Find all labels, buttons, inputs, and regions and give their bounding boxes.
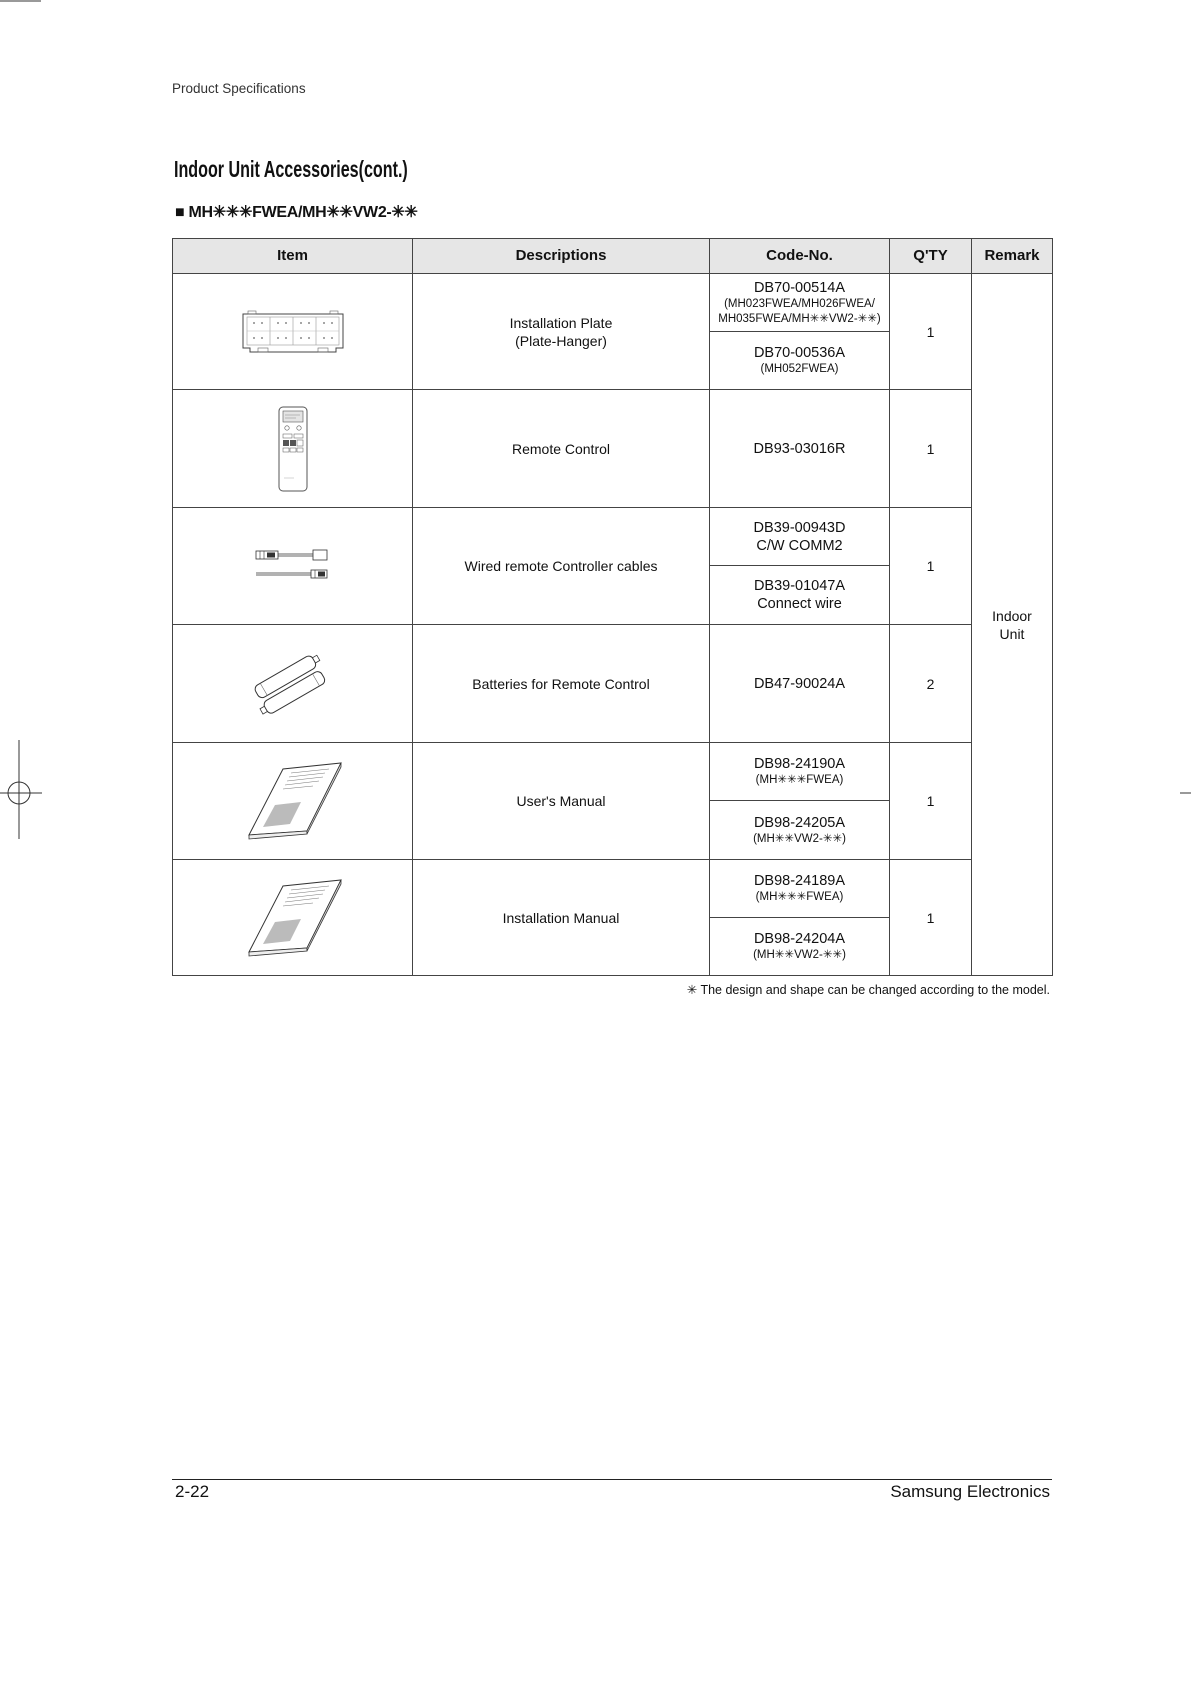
description-cell: Remote Control [413, 390, 710, 508]
code-number: DB93-03016R [753, 440, 846, 457]
installation-plate-icon [240, 308, 346, 356]
column-header-code-no: Code-No. [710, 239, 890, 274]
description-cell: Batteries for Remote Control [413, 625, 710, 743]
description-cell: User's Manual [413, 743, 710, 860]
controller-cables-icon [255, 548, 331, 584]
code-cell [710, 801, 890, 860]
code-number: DB70-00536A [753, 345, 846, 361]
qty-cell: 1 [890, 743, 972, 860]
company-name: Samsung Electronics [890, 1482, 1050, 1501]
code-number: DB98-24205A [753, 814, 846, 831]
crop-mark-top-left [0, 0, 42, 3]
item-image-cell [173, 743, 413, 860]
remark-cell: Indoor Unit [972, 274, 1053, 976]
table-row [173, 743, 1053, 801]
crop-mark-right [1180, 792, 1191, 795]
column-header-qty: Q'TY [890, 239, 972, 274]
registration-mark-left [0, 740, 44, 840]
code-cell [710, 625, 890, 743]
code-note: (MH✳✳VW2-✳✳) [753, 949, 846, 961]
table-row [173, 274, 1053, 332]
code-cell [710, 390, 890, 508]
code-number: DB98-24204A [753, 931, 846, 947]
item-image-cell [173, 625, 413, 743]
footer-divider [172, 1479, 1052, 1480]
users-manual-icon [241, 761, 345, 841]
item-image-cell [173, 508, 413, 625]
code-cell [710, 743, 890, 801]
qty-cell: 2 [890, 625, 972, 743]
code-note: (MH✳✳✳FWEA) [755, 891, 844, 903]
code-number: DB98-24189A [753, 873, 846, 889]
table-row [173, 508, 1053, 566]
column-header-item: Item [173, 239, 413, 274]
qty-cell: 1 [890, 508, 972, 625]
batteries-icon [247, 649, 339, 719]
model-subtitle: ■ MH✳✳✳FWEA/MH✳✳VW2-✳✳ [175, 204, 418, 221]
item-image-cell [173, 860, 413, 976]
code-note: (MH✳✳✳FWEA) [755, 774, 844, 786]
table-row [173, 625, 1053, 743]
table-row [173, 390, 1053, 508]
code-cell [710, 508, 890, 566]
code-number: DB47-90024A [753, 675, 846, 692]
remote-control-icon [278, 406, 308, 492]
table-row [173, 860, 1053, 918]
code-cell [710, 918, 890, 976]
page-number: 2-22 [175, 1482, 210, 1501]
code-number: DB98-24190A [753, 756, 846, 772]
code-number: DB39-01047A Connect wire [753, 578, 846, 612]
qty-cell: 1 [890, 390, 972, 508]
section-header: Product Specifications [172, 81, 306, 96]
description-cell: Wired remote Controller cables [413, 508, 710, 625]
item-image-cell [173, 390, 413, 508]
item-image-cell [173, 274, 413, 390]
code-note: (MH052FWEA) [760, 363, 839, 375]
footnote: ✳ The design and shape can be changed according to the model. [686, 983, 1050, 997]
qty-cell: 1 [890, 274, 972, 390]
code-note: (MH023FWEA/MH026FWEA/ MH035FWEA/MH✳✳VW2-✳✳) [718, 297, 881, 325]
installation-manual-icon [241, 878, 345, 958]
code-cell [710, 566, 890, 625]
table-header-row [173, 239, 1053, 274]
code-number: DB70-00514A [753, 279, 846, 296]
qty-cell: 1 [890, 860, 972, 976]
column-header-remark: Remark [972, 239, 1053, 274]
accessories-table [172, 238, 1053, 976]
page-title: Indoor Unit Accessories(cont.) [174, 156, 408, 182]
code-note: (MH✳✳VW2-✳✳) [753, 832, 846, 845]
column-header-descriptions: Descriptions [413, 239, 710, 274]
code-cell [710, 274, 890, 332]
code-cell [710, 332, 890, 390]
code-cell [710, 860, 890, 918]
description-cell: Installation Manual [413, 860, 710, 976]
description-cell: Installation Plate (Plate-Hanger) [413, 274, 710, 390]
code-number: DB39-00943D C/W COMM2 [753, 519, 846, 554]
